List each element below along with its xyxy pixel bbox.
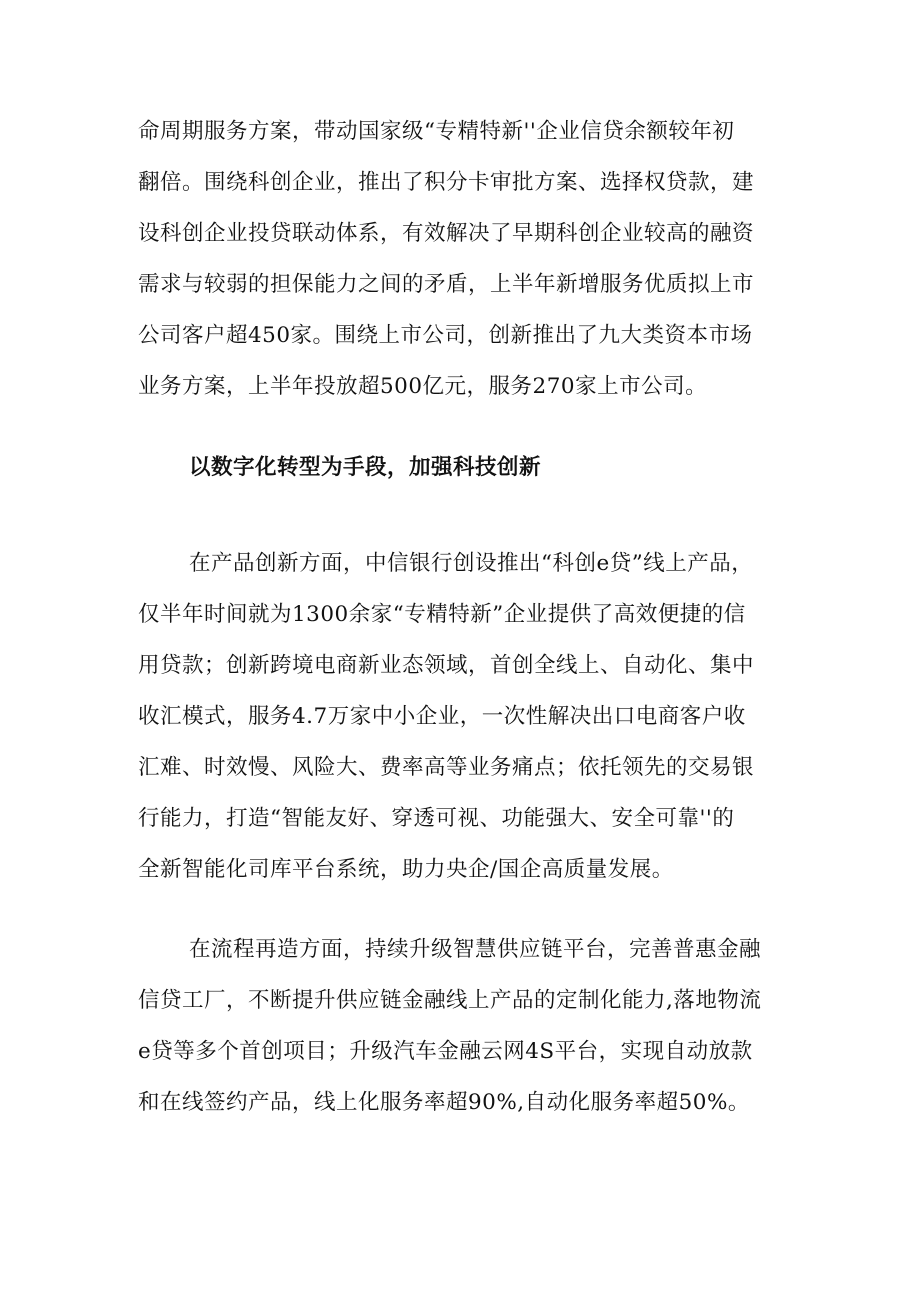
paragraph-2-line-7: 全新智能化司库平台系统，助力央企/国企高质量发展。 [138,857,674,882]
section-heading: 以数字化转型为手段，加强科技创新 [189,455,542,480]
paragraph-3-line-2: 信贷工厂，不断提升供应链金融线上产品的定制化能力,落地物流 [138,988,762,1013]
paragraph-2-line-3: 用贷款；创新跨境电商新业态领域，首创全线上、自动化、集中 [138,653,755,678]
paragraph-3-line-3: e贷等多个首创项目；升级汽车金融云网4S平台，实现自动放款 [138,1039,753,1064]
paragraph-1-line-5: 公司客户超450家。围绕上市公司，创新推出了九大类资本市场 [138,323,753,348]
paragraph-1-line-6: 业务方案，上半年投放超500亿元，服务270家上市公司。 [138,374,708,399]
paragraph-2-line-6: 行能力，打造“智能友好、穿透可视、功能强大、安全可靠''的 [138,806,735,831]
paragraph-2-line-2: 仅半年时间就为1300余家“专精特新”企业提供了高效便捷的信 [138,602,746,627]
paragraph-1-line-2: 翻倍。围绕科创企业，推出了积分卡审批方案、选择权贷款，建 [138,170,755,195]
paragraph-3-line-4: 和在线签约产品，线上化服务率超90%,自动化服务率超50%。 [138,1090,750,1115]
paragraph-2-line-4: 收汇模式，服务4.7万家中小企业，一次性解决出口电商客户收 [138,704,746,729]
paragraph-2-line-1: 在产品创新方面，中信银行创设推出“科创e贷”线上产品， [189,551,754,576]
paragraph-1-line-4: 需求与较弱的担保能力之间的矛盾，上半年新增服务优质拟上市 [138,272,755,297]
paragraph-1-line-3: 设科创企业投贷联动体系，有效解决了早期科创企业较高的融资 [138,221,755,246]
paragraph-2-line-5: 汇难、时效慢、风险大、费率高等业务痛点；依托领先的交易银 [138,755,755,780]
paragraph-3-line-1: 在流程再造方面，持续升级智慧供应链平台，完善普惠金融 [189,937,762,962]
paragraph-1-line-1: 命周期服务方案，带动国家级“专精特新''企业信贷余额较年初 [138,119,735,144]
